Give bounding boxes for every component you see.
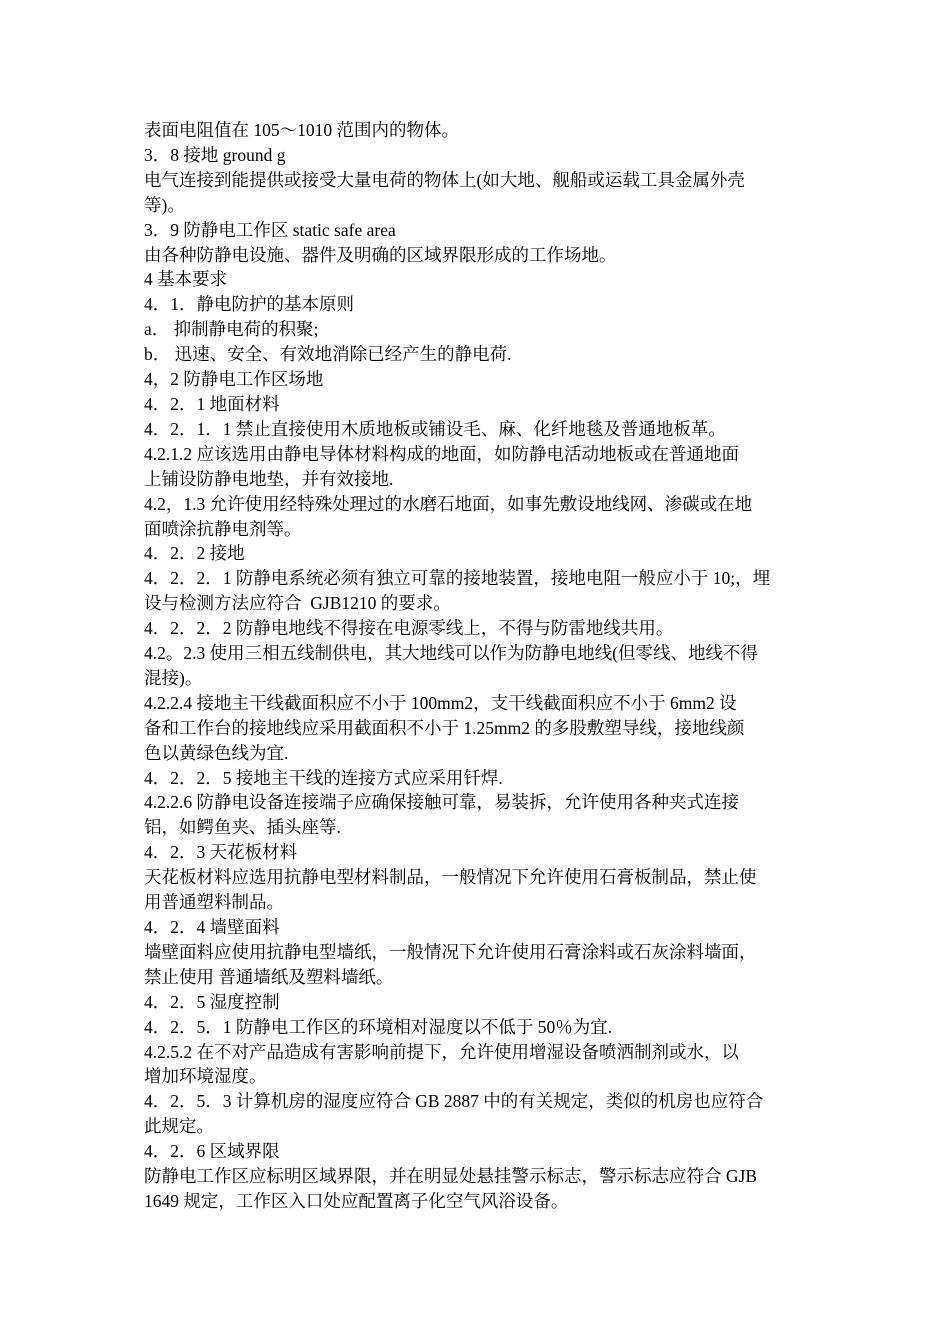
clause-line: 4．2．2．1 防静电系统必须有独立可靠的接地装置，接地电阻一般应小于 10;，埋 bbox=[144, 568, 771, 589]
clause-line: 4．2．5．3 计算机房的湿度应符合 GB 2887 中的有关规定，类似的机房也应符合 bbox=[144, 1091, 764, 1112]
clause-line: 4．2．5．1 防静电工作区的环境相对湿度以不低于 50％为宜. bbox=[144, 1016, 613, 1037]
text-line: 面喷涂抗静电剂等。 bbox=[144, 518, 302, 539]
text-line: 混接)。 bbox=[144, 667, 203, 688]
text-line: 电气连接到能提供或接受大量电荷的物体上(如大地、舰船或运载工具金属外壳 bbox=[144, 169, 745, 190]
text-line: 上铺设防静电地垫，并有效接地. bbox=[144, 468, 394, 489]
text-line: 天花板材料应选用抗静电型材料制品，一般情况下允许使用石膏板制品，禁止使 bbox=[144, 867, 757, 888]
section-heading: 4 基本要求 bbox=[144, 269, 228, 290]
text-line: 等)。 bbox=[144, 194, 185, 215]
text-line: 用普通塑料制品。 bbox=[144, 892, 284, 913]
section-heading: 4．2．4 墙壁面料 bbox=[144, 917, 280, 937]
text-line: 防静电工作区应标明区域界限，并在明显处悬挂警示标志，警示标志应符合 GJB bbox=[144, 1166, 757, 1187]
text-line: 备和工作台的接地线应采用截面积不小于 1.25mm2 的多股敷塑导线，接地线颜 bbox=[144, 717, 745, 738]
clause-line: 4．2．2．5 接地主干线的连接方式应采用钎焊. bbox=[144, 767, 503, 788]
section-heading: 3．8 接地 ground g bbox=[144, 144, 286, 165]
section-heading: 4．2．5 湿度控制 bbox=[144, 991, 280, 1012]
clause-line: 4．2．1．1 禁止直接使用木质地板或铺设毛、麻、化纤地毯及普通地板革。 bbox=[144, 418, 726, 439]
text-line: 由各种防静电设施、器件及明确的区域界限形成的工作场地。 bbox=[144, 244, 617, 265]
section-heading: 4．2．6 区域界限 bbox=[144, 1141, 280, 1162]
list-item: b． 迅速、安全、有效地消除已经产生的静电荷. bbox=[144, 344, 512, 365]
list-item: a． 抑制静电荷的积聚; bbox=[144, 319, 319, 340]
clause-line: 4.2。2.3 使用三相五线制供电，其大地线可以作为防静电地线(但零线、地线不得 bbox=[144, 643, 758, 664]
text-line: 增加环境湿度。 bbox=[144, 1066, 267, 1087]
clause-line: 4.2.2.4 接地主干线截面积应不小于 100mm2，支干线截面积应不小于 6mm2 设 bbox=[144, 692, 737, 713]
clause-line: 4．2．2．2 防静电地线不得接在电源零线上，不得与防雷地线共用。 bbox=[144, 618, 674, 639]
text-line: 墙壁面料应使用抗静电型墙纸，一般情况下允许使用石膏涂料或石灰涂料墙面， bbox=[144, 941, 757, 962]
text-line: 铝，如鳄鱼夹、插头座等. bbox=[144, 817, 341, 838]
clause-line: 4.2.1.2 应该选用由静电导体材料构成的地面，如防静电活动地板或在普通地面 bbox=[144, 443, 739, 464]
text-line: 禁止使用 普通墙纸及塑料墙纸。 bbox=[144, 966, 394, 987]
section-heading: 3．9 防静电工作区 static safe area bbox=[144, 219, 396, 240]
section-heading: 4．2．1 地面材料 bbox=[144, 393, 280, 414]
text-line: 色以黄绿色线为宜. bbox=[144, 742, 289, 763]
text-line: 1649 规定，工作区入口处应配置离子化空气风浴设备。 bbox=[144, 1190, 569, 1211]
clause-line: 4.2.5.2 在不对产品造成有害影响前提下，允许使用增湿设备喷洒制剂或水，以 bbox=[144, 1041, 739, 1062]
clause-line: 4.2.2.6 防静电设备连接端子应确保接触可靠，易装拆，允许使用各种夹式连接 bbox=[144, 792, 739, 813]
text-line: 此规定。 bbox=[144, 1116, 214, 1137]
clause-line: 4.2，1.3 允许使用经特殊处理过的水磨石地面，如事先敷设地线网、渗碳或在地 bbox=[144, 493, 753, 514]
section-heading: 4．1．静电防护的基本原则 bbox=[144, 294, 354, 315]
text-line: 设与检测方法应符合 GJB1210 的要求。 bbox=[144, 593, 451, 614]
text-line: 表面电阻值在 105～1010 范围内的物体。 bbox=[144, 120, 459, 140]
section-heading: 4．2．3 天花板材料 bbox=[144, 842, 298, 863]
section-heading: 4．2．2 接地 bbox=[144, 543, 245, 564]
document-body bbox=[144, 118, 810, 1214]
section-heading: 4，2 防静电工作区场地 bbox=[144, 369, 324, 390]
